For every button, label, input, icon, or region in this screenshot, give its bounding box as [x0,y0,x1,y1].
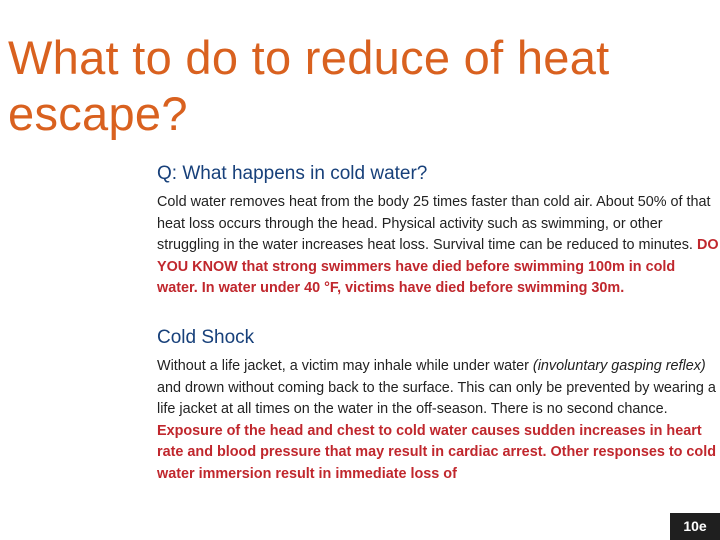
section-heading-cold-water: Q: What happens in cold water? [157,163,428,184]
immersion-alert: Other responses to cold water immersion result in immediate loss of [157,444,717,482]
cold-shock-text-end: and drown without coming back to the surface. This can only be prevented by wearing a life jacket at all times on the water in the off-season. There is no second chance. [157,379,716,418]
section-body-cold-shock [157,356,719,486]
slide-title: What to do to reduce of heat escape? [8,31,610,140]
cold-shock-text-start: Without a life jacket, a victim may inhale while under water [157,357,533,374]
gasping-reflex-text: (involuntary gasping reflex) [532,357,706,374]
slide-content [157,162,719,486]
slide-number-badge: 10e [670,513,720,540]
section-body-cold-water [157,192,719,300]
cold-water-text: Cold water removes heat from the body 25 times faster than cold air. About 50% of that heat loss occurs through the head. Physical activity such as swimming, or other struggling in the water increases heat loss. Survival time can be reduced to minutes. [157,194,711,254]
section-heading-cold-shock: Cold Shock [157,326,255,348]
do-you-know-alert: DO YOU KNOW that strong swimmers have died before swimming 100m in cold water. In water under 40 °F, victims have died before swimming 30m. [157,237,719,297]
exposure-alert: Exposure of the head and chest to cold water causes sudden increases in heart rate and blood pressure that may result in cardiac arrest. [157,422,702,461]
